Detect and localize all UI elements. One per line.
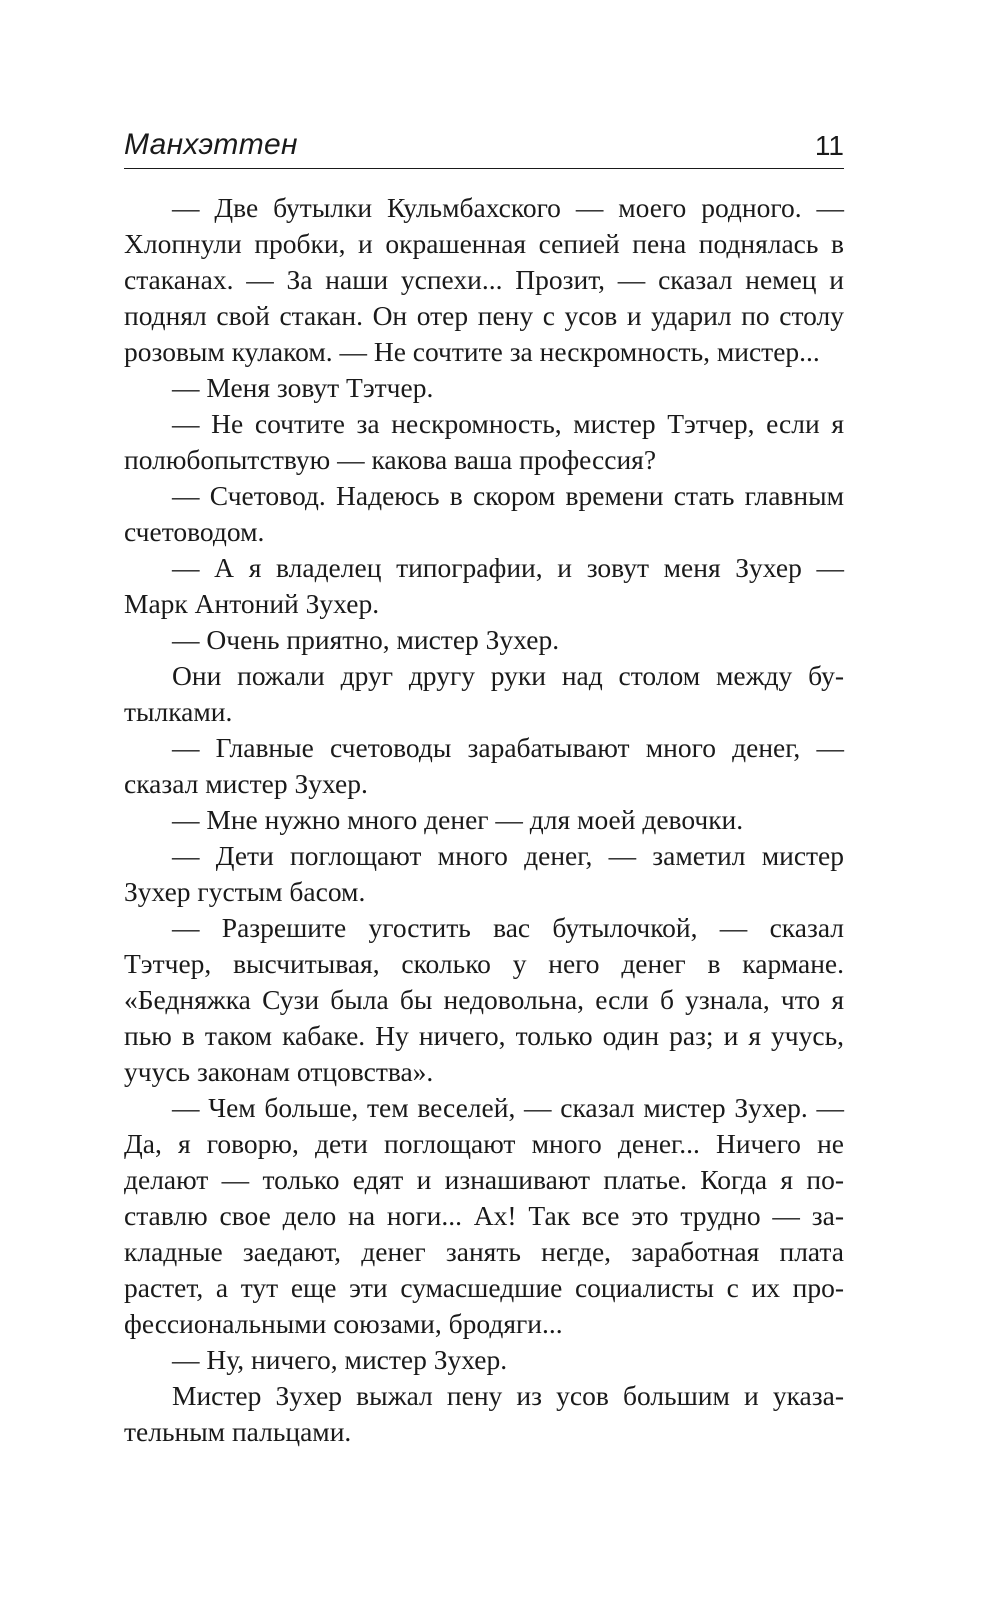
paragraph: Мистер Зухер выжал пену из усов большим и указательным пальцами.: [124, 1380, 844, 1447]
paragraph: — Очень приятно, мистер Зухер.: [172, 624, 560, 655]
paragraph: — Меня зовут Тэтчер.: [172, 372, 434, 403]
body-text: [124, 190, 844, 1450]
paragraph: — Две бутылки Кульмбахского — моего родного. — Хлопнули пробки, и окрашенная сепией пена поднялась в стаканах. — За наши успехи... Прозит, — сказал немец и поднял свой стакан. Он отер пену с усов и ударил по столу розовым кулаком. — Не сочтите за нескромность, мистер...: [124, 192, 844, 367]
paragraph: — Не сочтите за нескромность, мистер Тэтчер, если я полюбопытствую — какова ваша профессия?: [124, 408, 844, 475]
page-number: 11: [814, 130, 844, 161]
paragraph: — Счетовод. Надеюсь в скором времени стать главным счетоводом.: [124, 480, 844, 547]
running-title: Манхэттен: [124, 128, 298, 161]
running-head: [124, 124, 844, 169]
paragraph: — А я владелец типографии, и зовут меня Зухер — Марк Антоний Зухер.: [124, 552, 844, 619]
paragraph: Они пожали друг другу руки над столом между бутылками.: [124, 660, 844, 727]
paragraph: — Главные счетоводы зарабатывают много денег, — сказал мистер Зухер.: [124, 732, 844, 799]
paragraph: — Разрешите угостить вас бутылочкой, — сказал Тэтчер, высчитывая, сколько у него денег в кармане. «Бедняжка Сузи была бы недовольна, если б узнала, что я пью в таком кабаке. Ну ничего, только один раз; и я учусь, учусь законам отцовства».: [124, 912, 844, 1087]
paragraph: — Дети поглощают много денег, — заметил мистер Зухер густым басом.: [124, 840, 844, 907]
book-page: [124, 0, 844, 1616]
paragraph: — Чем больше, тем веселей, — сказал мистер Зухер. — Да, я говорю, дети поглощают много денег... Ничего не делают — только едят и изнашивают платье. Когда я поставлю свое дело на ноги... Ах! Так все это трудно — закладные заедают, денег занять негде, заработная плата растет, а тут еще эти сумасшедшие социалисты с их профессиональными союзами, бродяги...: [124, 1092, 844, 1339]
paragraph: — Мне нужно много денег — для моей девочки.: [172, 804, 744, 835]
paragraph: — Ну, ничего, мистер Зухер.: [172, 1344, 508, 1375]
